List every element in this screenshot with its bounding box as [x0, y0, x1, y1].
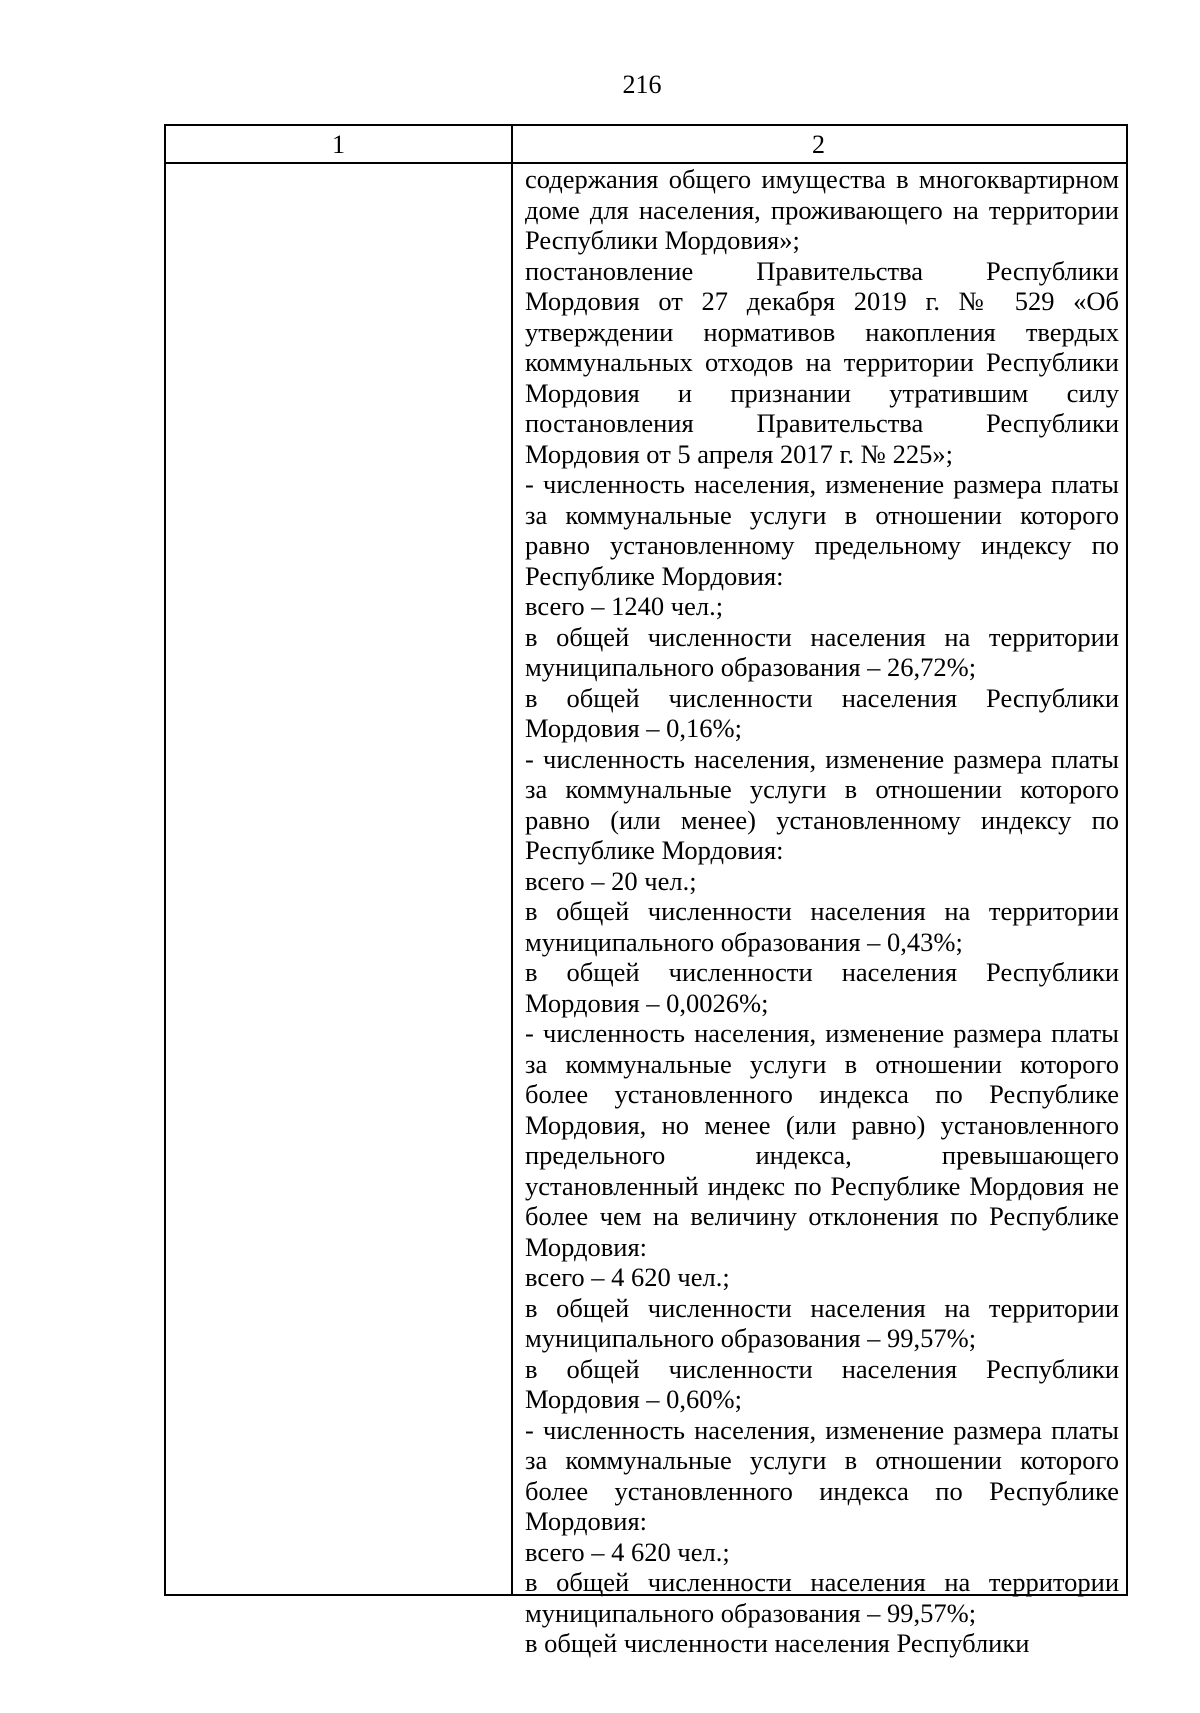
- paragraph-population-above-index: - численность населения, изменение размера платы за коммунальные услуги в отношении которого более установленного индекса по Республике Мордовия, но менее (или равно) установленного предельного индекса, превышающего установленный индекс по Республике Мордовия не более чем на величину отклонения по Республике Мордовия:: [525, 1018, 1119, 1262]
- paragraph-total-4620-a: всего – 4 620 чел.;: [525, 1262, 730, 1292]
- paragraph-municipal-share-4: в общей численности населения на территории муниципального образования – 99,57%;: [525, 1567, 1119, 1628]
- paragraph-municipal-share-3: в общей численности населения на территории муниципального образования – 99,57%;: [525, 1292, 1119, 1353]
- document-table: [164, 124, 1128, 1658]
- paragraph-republic-share-4-partial: в общей численности населения Республики: [525, 1628, 1030, 1658]
- paragraph-republic-share-3: в общей численности населения Республики Мордовия – 0,60%;: [525, 1353, 1119, 1414]
- paragraph-republic-share-2: в общей численности населения Республики Мордовия – 0,0026%;: [525, 957, 1119, 1018]
- table-header-row: [166, 126, 1126, 164]
- paragraph-resolution-529: постановление Правительства Республики Мордовия от 27 декабря 2019 г. № 529 «Об утверждении нормативов накопления твердых коммунальных отходов на территории Республики Мордовия и признании утратившим силу постановления Правительства Республики Мордовия от 5 апреля 2017 г. № 225»;: [525, 255, 1119, 469]
- paragraph-municipal-share-1: в общей численности населения на территории муниципального образования – 26,72%;: [525, 621, 1119, 682]
- paragraph-republic-share-1: в общей численности населения Республики Мордовия – 0,16%;: [525, 682, 1119, 743]
- paragraph-municipal-share-2: в общей численности населения на территории муниципального образования – 0,43%;: [525, 896, 1119, 957]
- paragraph-total-1240: всего – 1240 чел.;: [525, 591, 724, 621]
- paragraph-population-equal-or-less: - численность населения, изменение размера платы за коммунальные услуги в отношении которого равно (или менее) установленному индексу по Республике Мордовия:: [525, 743, 1119, 865]
- paragraph-housing-maintenance: содержания общего имущества в многоквартирном доме для населения, проживающего на территории Республики Мордовия»;: [525, 164, 1119, 255]
- column-2-header: 2: [812, 130, 825, 159]
- paragraph-population-equal-limit: - численность населения, изменение размера платы за коммунальные услуги в отношении которого равно установленному предельному индексу по Республике Мордовия:: [525, 469, 1119, 591]
- paragraph-population-more-than-index: - численность населения, изменение размера платы за коммунальные услуги в отношении которого более установленного индекса по Республике Мордовия:: [525, 1414, 1119, 1536]
- column-1-header: 1: [332, 130, 345, 159]
- column-2-cell: [513, 164, 1127, 1659]
- page-number: 216: [622, 70, 662, 99]
- paragraph-total-20: всего – 20 чел.;: [525, 865, 697, 896]
- paragraph-total-4620-b: всего – 4 620 чел.;: [525, 1536, 730, 1567]
